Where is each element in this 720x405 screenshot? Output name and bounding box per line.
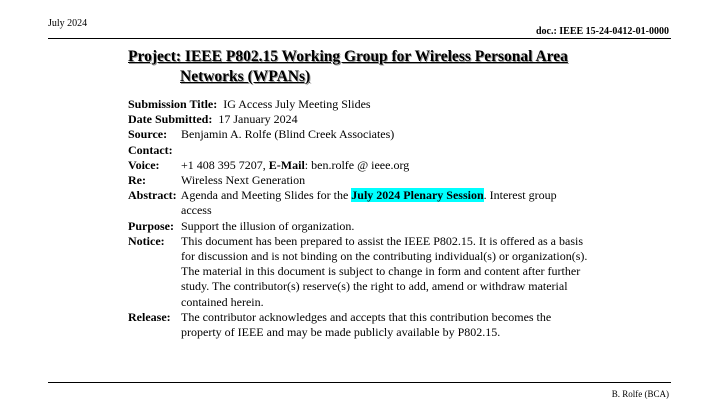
contact-label: Contact: [128, 142, 173, 157]
release-text [181, 310, 603, 340]
footer-rule [48, 382, 671, 383]
submission-title-row [128, 97, 603, 112]
abstract-value [181, 188, 603, 203]
header-date: July 2024 [48, 18, 88, 29]
notice-line: for discussion and is not binding on the contributing individual(s) or organization(s). [181, 249, 588, 264]
abstract-highlight: July 2024 Plenary Session [351, 188, 484, 203]
project-title [128, 47, 608, 87]
header-rule [48, 38, 671, 39]
purpose-row [128, 219, 603, 234]
notice-line: study. The contributor(s) reserve(s) the right to add, amend or withdraw material [181, 279, 568, 294]
notice-text [181, 234, 603, 310]
cover-fields [128, 97, 603, 340]
voice-row [128, 158, 603, 173]
release-label: Release: [128, 309, 171, 324]
purpose-label: Purpose: [128, 218, 174, 233]
abstract-label: Abstract: [128, 188, 177, 203]
source-label: Source: [128, 127, 168, 142]
release-line: property of IEEE and may be made publicly available by P802.15. [181, 325, 501, 340]
notice-row [128, 234, 603, 310]
notice-line: contained herein. [181, 294, 264, 309]
voice-email-value [181, 158, 603, 173]
project-title-line1: Project: IEEE P802.15 Working Group for Wireless Personal Area [128, 48, 568, 65]
abstract-row [128, 188, 603, 203]
footer-author: B. Rolfe (BCA) [611, 389, 669, 399]
date-label: Date Submitted: [128, 112, 213, 127]
date-row [128, 112, 603, 127]
email-value: : ben.rolfe @ ieee.org [304, 157, 410, 172]
notice-line: The material in this document is subject to change in form and content after further [181, 264, 581, 279]
abstract-line2: access [181, 203, 212, 218]
re-label: Re: [128, 173, 146, 188]
header-doc-id: doc.: IEEE 15-24-0412-01-0000 [535, 26, 669, 37]
release-row [128, 310, 603, 340]
email-label: E-Mail [268, 157, 305, 172]
release-line: The contributor acknowledges and accepts that this contribution becomes the [181, 309, 552, 324]
abstract-pre: Agenda and Meeting Slides for the [180, 188, 349, 203]
re-value: Wireless Next Generation [181, 173, 306, 188]
voice-label: Voice: [128, 157, 160, 172]
re-row [128, 173, 603, 188]
notice-line: This document has been prepared to assist the IEEE P802.15. It is offered as a basis [181, 233, 584, 248]
submission-title-value: IG Access July Meeting Slides [223, 97, 371, 111]
notice-label: Notice: [128, 233, 165, 248]
purpose-value: Support the illusion of organization. [181, 218, 355, 233]
submission-title-label: Submission Title: [128, 97, 218, 111]
source-value: Benjamin A. Rolfe (Blind Creek Associates) [181, 127, 395, 142]
date-value: 17 January 2024 [218, 112, 298, 127]
project-title-line2: Networks (WPANs) [180, 68, 311, 85]
voice-value: +1 408 395 7207, [181, 157, 266, 172]
contact-row [128, 143, 603, 158]
source-row [128, 127, 603, 142]
abstract-post: . Interest group [483, 188, 557, 203]
